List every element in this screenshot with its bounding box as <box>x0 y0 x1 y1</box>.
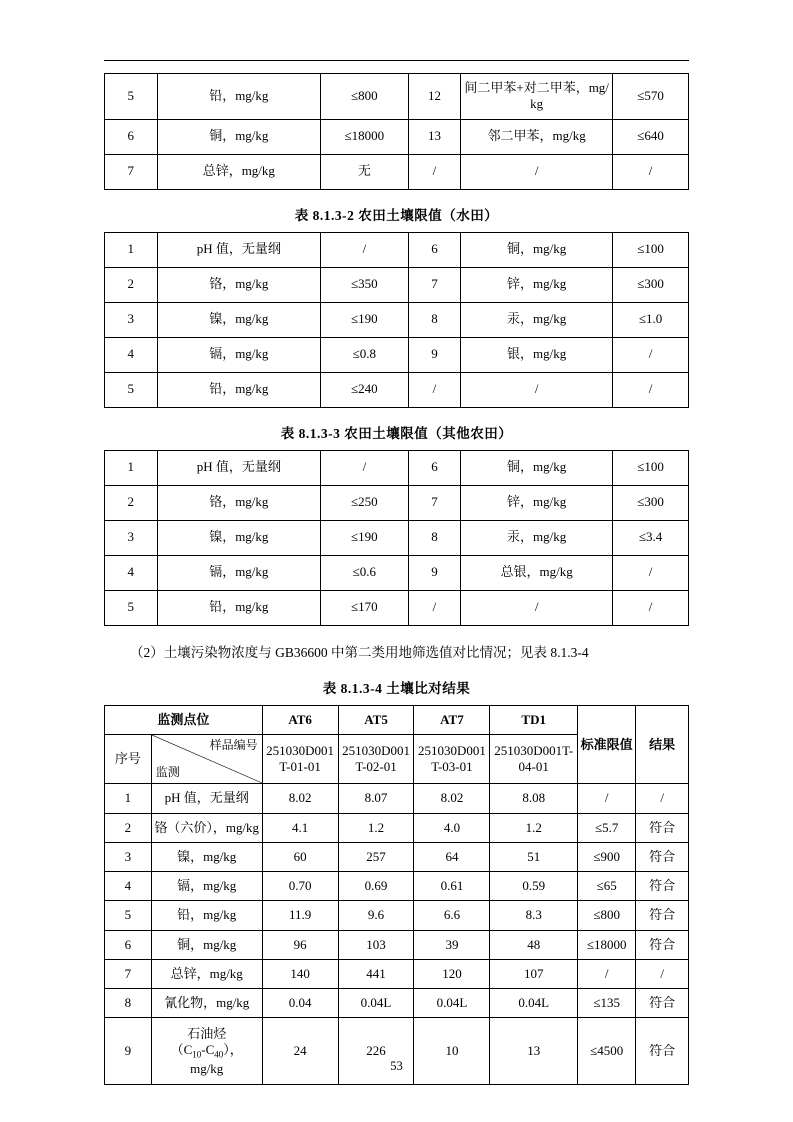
cell-limit2: ≤300 <box>613 485 689 520</box>
cell-item: 镉，mg/kg <box>157 337 321 372</box>
cell-seq2: 8 <box>408 302 461 337</box>
header-point-td1: TD1 <box>490 706 578 735</box>
cell-limit2: ≤300 <box>613 267 689 302</box>
table-row <box>105 520 689 555</box>
cell-seq: 4 <box>105 337 158 372</box>
cell-item: 铜，mg/kg <box>151 930 262 959</box>
cell-item2: 汞，mg/kg <box>461 302 613 337</box>
cell-seq: 3 <box>105 302 158 337</box>
table-row <box>105 842 689 871</box>
header-point-at5: AT5 <box>338 706 414 735</box>
table-other-farmland-soil-limits <box>104 450 689 626</box>
cell-item2: 间二甲苯+对二甲苯，mg/kg <box>461 74 613 120</box>
cell-at5: 0.69 <box>338 872 414 901</box>
cell-limit2: ≤100 <box>613 450 689 485</box>
item-line3: mg/kg <box>190 1060 224 1076</box>
table-row <box>105 450 689 485</box>
cell-item2: 铜，mg/kg <box>461 450 613 485</box>
cell-result: 符合 <box>636 930 689 959</box>
cell-item: 氰化物，mg/kg <box>151 989 262 1018</box>
cell-limit: 无 <box>321 154 409 189</box>
cell-item: 总锌，mg/kg <box>151 959 262 988</box>
cell-limit: ≤190 <box>321 520 409 555</box>
cell-seq: 1 <box>105 232 158 267</box>
cell-td1: 0.59 <box>490 872 578 901</box>
table-row <box>105 872 689 901</box>
cell-item: 铅，mg/kg <box>157 74 321 120</box>
table3-caption: 表 8.1.3-3 农田土壤限值（其他农田） <box>280 425 513 441</box>
page-number: 53 <box>390 1059 403 1073</box>
table-row <box>105 555 689 590</box>
table-soil-limits-continued <box>104 73 689 190</box>
table-row <box>105 485 689 520</box>
cell-item: 镉，mg/kg <box>157 555 321 590</box>
cell-limit: ≤190 <box>321 302 409 337</box>
cell-at5: 0.04L <box>338 989 414 1018</box>
cell-item2: / <box>461 590 613 625</box>
cell-result: 符合 <box>636 1018 689 1085</box>
cell-at5: 441 <box>338 959 414 988</box>
header-monitoring-point: 监测点位 <box>105 706 263 735</box>
cell-limit: ≤0.6 <box>321 555 409 590</box>
cell-at7: 10 <box>414 1018 490 1085</box>
cell-seq2: / <box>408 590 461 625</box>
cell-seq2: 12 <box>408 74 461 120</box>
cell-td1: 1.2 <box>490 813 578 842</box>
cell-at6: 24 <box>262 1018 338 1085</box>
cell-at6: 96 <box>262 930 338 959</box>
cell-item2: 汞，mg/kg <box>461 520 613 555</box>
cell-item: 铬，mg/kg <box>157 267 321 302</box>
cell-at6: 8.02 <box>262 784 338 813</box>
header-sequence: 序号 <box>105 735 152 784</box>
cell-td1: 8.08 <box>490 784 578 813</box>
cell-no: 1 <box>105 784 152 813</box>
header-monitor-label: 监测 <box>155 765 180 780</box>
header-point-at6: AT6 <box>262 706 338 735</box>
cell-limit: / <box>577 959 635 988</box>
table-row <box>105 119 689 154</box>
table-row <box>105 1018 689 1085</box>
sample-id-3: 251030D001T-03-01 <box>414 735 490 784</box>
cell-item: 铬，mg/kg <box>157 485 321 520</box>
cell-seq: 5 <box>105 74 158 120</box>
cell-limit2: / <box>613 555 689 590</box>
cell-item2: 锌，mg/kg <box>461 485 613 520</box>
cell-item: 铜，mg/kg <box>157 119 321 154</box>
cell-at7: 0.04L <box>414 989 490 1018</box>
cell-limit: ≤250 <box>321 485 409 520</box>
sample-id-2: 251030D001T-02-01 <box>338 735 414 784</box>
cell-item: 镍，mg/kg <box>151 842 262 871</box>
cell-seq2: / <box>408 154 461 189</box>
cell-limit2: / <box>613 154 689 189</box>
cell-item: 镍，mg/kg <box>157 302 321 337</box>
cell-at6: 60 <box>262 842 338 871</box>
table-row <box>105 989 689 1018</box>
cell-at7: 0.61 <box>414 872 490 901</box>
cell-item: pH 值，无量纲 <box>151 784 262 813</box>
table-row <box>105 901 689 930</box>
table-row <box>105 813 689 842</box>
cell-seq2: 7 <box>408 485 461 520</box>
cell-td1: 107 <box>490 959 578 988</box>
cell-item2: / <box>461 372 613 407</box>
cell-limit: / <box>577 784 635 813</box>
cell-seq: 7 <box>105 154 158 189</box>
header-sample-id-diagonal <box>151 735 262 784</box>
header-rule <box>104 60 689 61</box>
cell-limit: ≤350 <box>321 267 409 302</box>
cell-item: 铅，mg/kg <box>157 372 321 407</box>
cell-limit2: ≤570 <box>613 74 689 120</box>
header-point-at7: AT7 <box>414 706 490 735</box>
cell-limit: ≤240 <box>321 372 409 407</box>
cell-item2: 锌，mg/kg <box>461 267 613 302</box>
cell-result: 符合 <box>636 842 689 871</box>
cell-limit: ≤65 <box>577 872 635 901</box>
cell-no: 8 <box>105 989 152 1018</box>
item-line2: $(C_{10}-C_{40})$， <box>170 1041 243 1060</box>
cell-td1: 48 <box>490 930 578 959</box>
cell-limit: ≤18000 <box>321 119 409 154</box>
cell-at6: 11.9 <box>262 901 338 930</box>
cell-item: pH 值，无量纲 <box>157 450 321 485</box>
cell-seq: 5 <box>105 590 158 625</box>
cell-limit2: / <box>613 590 689 625</box>
cell-item2: / <box>461 154 613 189</box>
cell-seq2: 8 <box>408 520 461 555</box>
cell-limit: ≤900 <box>577 842 635 871</box>
table-row <box>105 267 689 302</box>
cell-seq2: 6 <box>408 232 461 267</box>
table-row <box>105 784 689 813</box>
cell-item: 总锌，mg/kg <box>157 154 321 189</box>
table-row <box>105 337 689 372</box>
page-content <box>104 60 689 1085</box>
cell-at7: 4.0 <box>414 813 490 842</box>
cell-item: 铅，mg/kg <box>151 901 262 930</box>
cell-limit: ≤170 <box>321 590 409 625</box>
cell-item: 铬（六价），mg/kg <box>151 813 262 842</box>
cell-at5: 257 <box>338 842 414 871</box>
cell-no: 9 <box>105 1018 152 1085</box>
cell-limit: ≤18000 <box>577 930 635 959</box>
cell-seq2: 9 <box>408 337 461 372</box>
cell-seq2: 9 <box>408 555 461 590</box>
cell-limit2: ≤640 <box>613 119 689 154</box>
cell-at6: 0.70 <box>262 872 338 901</box>
cell-no: 3 <box>105 842 152 871</box>
cell-at5: 8.07 <box>338 784 414 813</box>
cell-result: / <box>636 784 689 813</box>
cell-at7: 39 <box>414 930 490 959</box>
cell-limit: / <box>321 450 409 485</box>
cell-limit: ≤4500 <box>577 1018 635 1085</box>
cell-at7: 6.6 <box>414 901 490 930</box>
cell-item2: 邻二甲苯，mg/kg <box>461 119 613 154</box>
cell-limit: ≤0.8 <box>321 337 409 372</box>
table-soil-comparison-results <box>104 705 689 1085</box>
cell-no: 6 <box>105 930 152 959</box>
table-row <box>105 302 689 337</box>
table-row <box>105 232 689 267</box>
cell-limit2: / <box>613 337 689 372</box>
cell-no: 5 <box>105 901 152 930</box>
header-result: 结果 <box>636 706 689 784</box>
cell-result: 符合 <box>636 901 689 930</box>
cell-at5: 9.6 <box>338 901 414 930</box>
cell-item <box>151 1018 262 1085</box>
sample-id-4: 251030D001T-04-01 <box>490 735 578 784</box>
cell-limit: / <box>321 232 409 267</box>
cell-seq: 4 <box>105 555 158 590</box>
cell-at5: 1.2 <box>338 813 414 842</box>
cell-limit: ≤800 <box>577 901 635 930</box>
cell-at6: 4.1 <box>262 813 338 842</box>
cell-item: 镉，mg/kg <box>151 872 262 901</box>
cell-item2: 铜，mg/kg <box>461 232 613 267</box>
cell-td1: 13 <box>490 1018 578 1085</box>
table-row <box>105 930 689 959</box>
cell-seq: 5 <box>105 372 158 407</box>
cell-at6: 0.04 <box>262 989 338 1018</box>
header-sample-id-label: 样品编号 <box>209 738 258 753</box>
cell-seq: 1 <box>105 450 158 485</box>
cell-seq2: / <box>408 372 461 407</box>
item-line1: 石油烃 <box>187 1025 227 1041</box>
table2-caption: 表 8.1.3-2 农田土壤限值（水田） <box>294 207 499 223</box>
cell-at7: 64 <box>414 842 490 871</box>
cell-item2: 总银，mg/kg <box>461 555 613 590</box>
cell-at5: 226 <box>338 1018 414 1085</box>
cell-seq: 2 <box>105 485 158 520</box>
cell-at7: 8.02 <box>414 784 490 813</box>
cell-item: pH 值，无量纲 <box>157 232 321 267</box>
cell-limit2: ≤1.0 <box>613 302 689 337</box>
cell-seq2: 13 <box>408 119 461 154</box>
cell-at5: 103 <box>338 930 414 959</box>
cell-at6: 140 <box>262 959 338 988</box>
header-standard-limit: 标准限值 <box>577 706 635 784</box>
cell-seq: 3 <box>105 520 158 555</box>
cell-item: 镍，mg/kg <box>157 520 321 555</box>
cell-result: / <box>636 959 689 988</box>
cell-limit: ≤800 <box>321 74 409 120</box>
cell-td1: 0.04L <box>490 989 578 1018</box>
cell-no: 4 <box>105 872 152 901</box>
cell-limit2: / <box>613 372 689 407</box>
sample-id-1: 251030D001T-01-01 <box>262 735 338 784</box>
cell-result: 符合 <box>636 872 689 901</box>
body-paragraph: （2）土壤污染物浓度与 GB36600 中第二类用地筛选值对比情况；见表 8.1.3-4 <box>130 644 589 660</box>
cell-item: 铅，mg/kg <box>157 590 321 625</box>
cell-limit2: ≤3.4 <box>613 520 689 555</box>
table-row <box>105 74 689 120</box>
cell-result: 符合 <box>636 813 689 842</box>
cell-td1: 51 <box>490 842 578 871</box>
cell-seq2: 7 <box>408 267 461 302</box>
cell-no: 7 <box>105 959 152 988</box>
cell-no: 2 <box>105 813 152 842</box>
cell-seq: 6 <box>105 119 158 154</box>
table-row <box>105 590 689 625</box>
table-row <box>105 154 689 189</box>
table-paddy-soil-limits <box>104 232 689 408</box>
cell-item2: 银，mg/kg <box>461 337 613 372</box>
cell-td1: 8.3 <box>490 901 578 930</box>
cell-seq: 2 <box>105 267 158 302</box>
cell-limit2: ≤100 <box>613 232 689 267</box>
table-header-row <box>105 706 689 735</box>
table4-caption: 表 8.1.3-4 土壤比对结果 <box>322 681 471 697</box>
cell-result: 符合 <box>636 989 689 1018</box>
table-row <box>105 959 689 988</box>
table-row <box>105 372 689 407</box>
cell-limit: ≤5.7 <box>577 813 635 842</box>
cell-seq2: 6 <box>408 450 461 485</box>
cell-limit: ≤135 <box>577 989 635 1018</box>
cell-at7: 120 <box>414 959 490 988</box>
